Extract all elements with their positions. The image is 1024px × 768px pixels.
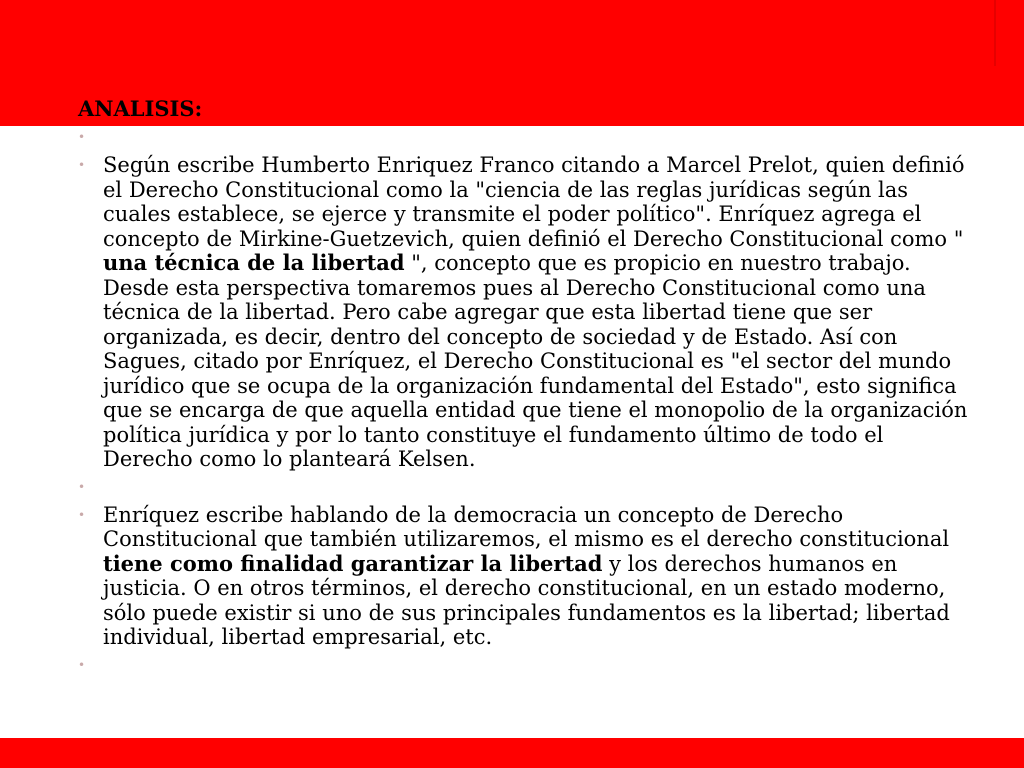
paragraph-1-text-continued: ", concepto que es propicio en nuestro trabajo. Desde esta perspectiva tomaremos pues al Derecho Constitucional como una técnica de la libertad. Pero cabe agregar que esta libertad tiene que ser organizada, es decir, dentro del concepto de sociedad y de Estado. Así con Sagues, citado por Enríquez, el Derecho Constitucional es "el sector del mundo jurídico que se ocupa de la organización fundamental del Estado", esto significa que se encarga de que aquella entidad que tiene el monopolio de la organización política jurídica y por lo tanto constituye el fundamento último de todo el Derecho como lo planteará Kelsen.	[103, 251, 968, 471]
bullet-icon: •	[78, 657, 86, 672]
bullet-paragraph-1	[78, 153, 978, 472]
bottom-red-band	[0, 738, 1024, 768]
bullet-icon: •	[78, 130, 86, 144]
empty-bullet-item	[78, 125, 978, 153]
empty-bullet-item	[78, 653, 978, 681]
band-accent-line	[994, 0, 996, 66]
bullet-icon: •	[78, 479, 86, 494]
slide-heading: ANALISIS:	[78, 96, 203, 121]
paragraph-2-text-continued: y los derechos humanos en justicia. O en otros términos, el derecho constitucional, en un estado moderno, sólo puede existir si uno de sus principales fundamentos es la libertad; libertad individual, libertad empresarial, etc.	[103, 551, 950, 649]
empty-bullet-item	[78, 475, 978, 503]
paragraph-2-text: Enríquez escribe hablando de la democracia un concepto de Derecho Constitucional que también utilizaremos, el mismo es el derecho constitucional	[103, 502, 950, 551]
bullet-icon: •	[78, 158, 86, 172]
paragraph-1-emphasis: una técnica de la libertad	[103, 250, 405, 275]
paragraph-1-text: Según escribe Humberto Enriquez Franco citando a Marcel Prelot, quien definió el Derecho Constitucional como la "ciencia de las reglas jurídicas según las cuales establece, se ejerce y transmite el poder político". Enríquez agrega el concepto de Mirkine-Guetzevich, quien definió el Derecho Constitucional como "	[103, 153, 965, 251]
slide-content	[78, 97, 978, 681]
bullet-icon: •	[78, 507, 86, 522]
bullet-paragraph-2	[78, 503, 978, 650]
bullet-list	[78, 125, 978, 681]
paragraph-2-emphasis: tiene como finalidad garantizar la libertad	[103, 550, 603, 576]
